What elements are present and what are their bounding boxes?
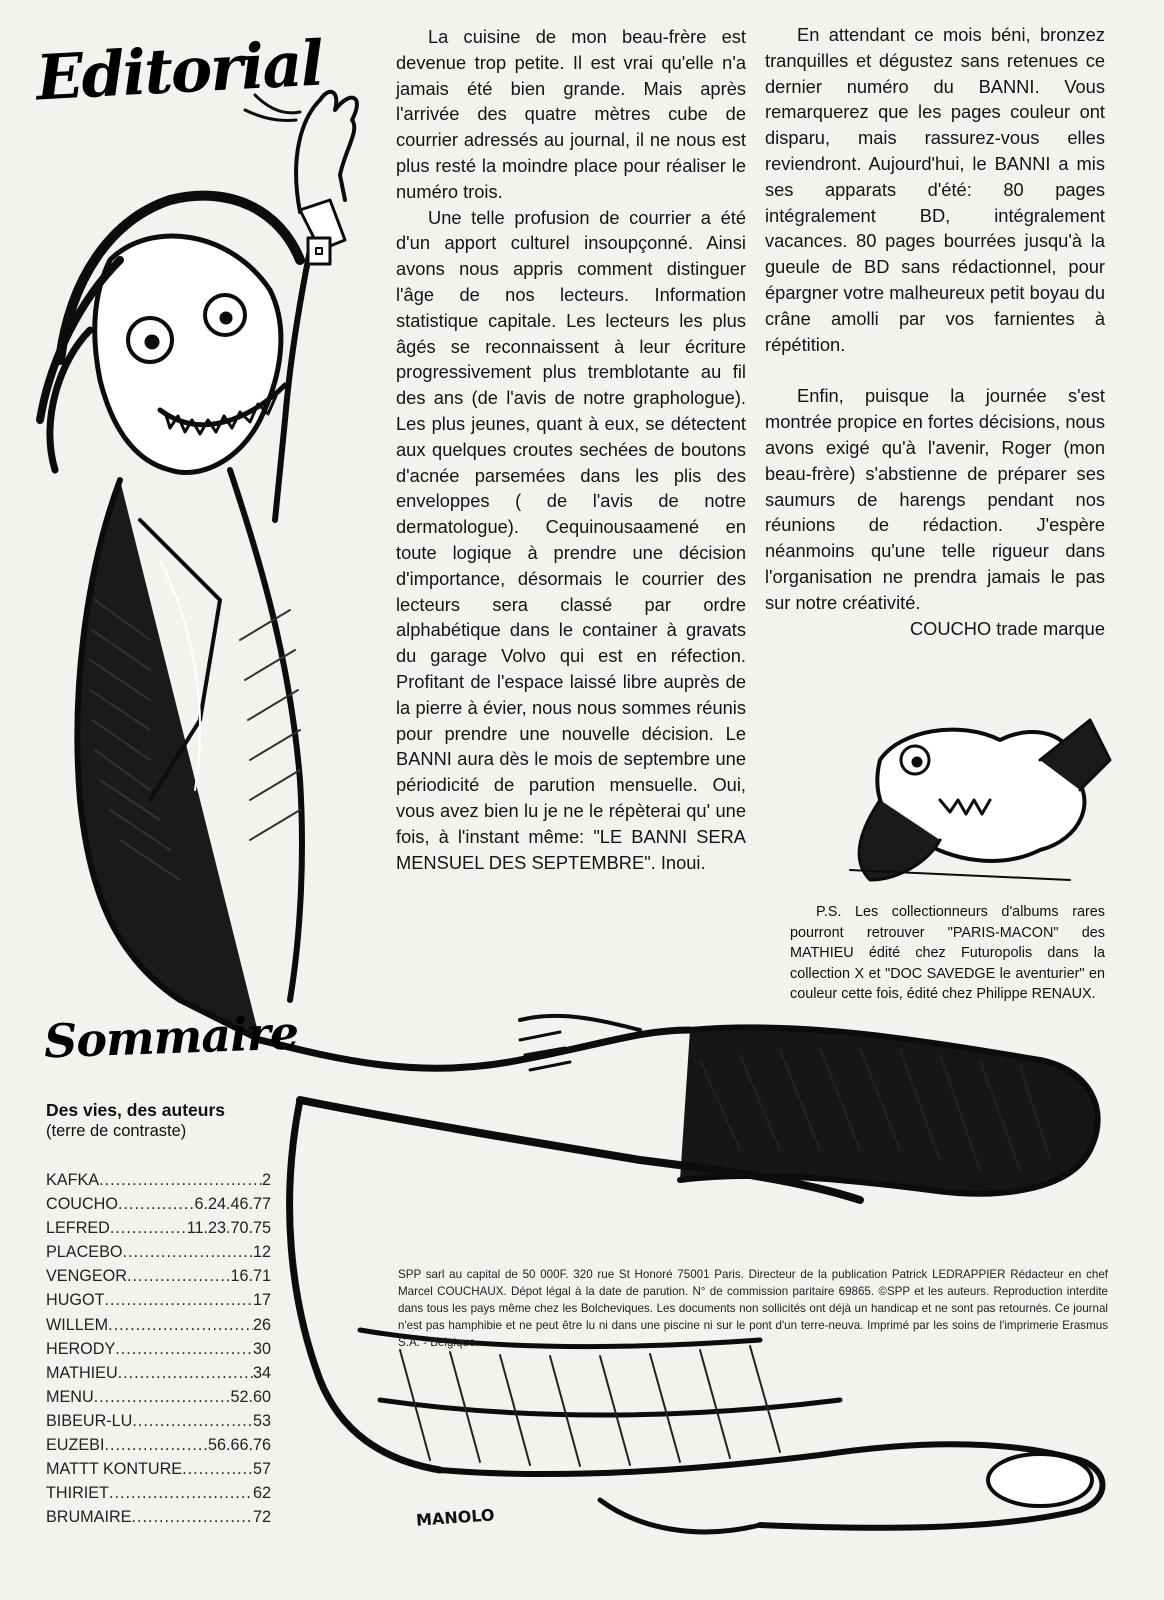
toc-entry[interactable] — [46, 1481, 271, 1505]
toc-pages: 30 — [252, 1339, 271, 1358]
toc-heading: Des vies, des auteurs — [46, 1100, 225, 1120]
toc-author: THIRIET — [46, 1484, 109, 1503]
toc-subheading: (terre de contraste) — [46, 1122, 187, 1140]
editorial-column-2 — [765, 22, 1105, 641]
toc-entry[interactable] — [46, 1433, 271, 1457]
toc-pages: 57 — [252, 1460, 271, 1479]
toc-pages: 6.24.46.77 — [194, 1195, 271, 1214]
toc-author: BIBEUR-LU — [46, 1411, 133, 1430]
toc-author: WILLEM — [46, 1315, 109, 1334]
toc-pages: 2 — [261, 1171, 271, 1189]
toc-pages: 34 — [252, 1363, 271, 1382]
sommaire-heading: Sommaire — [43, 1005, 299, 1069]
toc-entry[interactable] — [46, 1409, 271, 1433]
toc-author: MATTT KONTURE — [46, 1460, 183, 1479]
toc-author: VENGEOR — [46, 1267, 127, 1286]
toc-author: MATHIEU — [46, 1363, 118, 1382]
toc-author: HUGOT — [46, 1291, 105, 1310]
toc-author: MENU — [46, 1387, 94, 1406]
toc-entry[interactable] — [46, 1264, 271, 1288]
toc-author: COUCHO — [46, 1195, 118, 1214]
editorial-signature: COUCHO trade marque — [909, 617, 1105, 639]
toc-entry[interactable] — [46, 1240, 271, 1264]
toc-author: PLACEBO — [46, 1243, 123, 1262]
toc-author: EUZEBI — [46, 1436, 105, 1455]
publication-legal-notice: SPP sarl au capital de 50 000F. 320 rue St Honoré 75001 Paris. Directeur de la publication Patrick LEDRAPPIER Rédacteur en chef Marcel COUCHAUX. Dépot légal à la date de parution. N° de commission paritaire 69865. ©SPP et les auteurs. Reproduction interdite dans tous les pays même chez les Bolcheviques. Les documents non sollicités ont déjà un handicap et ne sont pas retournés. Ce journal n'est pas hamphibie et ne peut être lu ni dans une piscine ni sur le pont d'un terre-neuva. Imprimé par les soins de l'imprimerie Erasmus S.A. - Belgique. — [398, 1268, 1108, 1349]
toc-pages: 56.66.76 — [207, 1436, 271, 1455]
toc-entry[interactable] — [46, 1457, 271, 1481]
toc-author: LEFRED — [46, 1219, 110, 1238]
editorial-column-1 — [396, 24, 746, 875]
artist-signature: MANOLO — [415, 1505, 496, 1530]
editorial-paragraph-1: La cuisine de mon beau-frère est devenue trop petite. Il est vrai qu'elle n'a jamais été bien grande. Mais après l'arrivée des quatre mètres cube de courrier adressés au journal, il ne nous est plus resté la moindre place pour réaliser le numéro trois. — [396, 26, 746, 202]
toc-entry[interactable] — [46, 1288, 271, 1312]
toc-entry[interactable] — [46, 1361, 271, 1385]
toc-entry[interactable] — [46, 1337, 271, 1361]
toc-entry[interactable] — [46, 1192, 271, 1216]
toc-entry[interactable] — [46, 1505, 271, 1529]
toc-pages: 16.71 — [230, 1267, 271, 1286]
toc-entry[interactable] — [46, 1313, 271, 1337]
editorial-paragraph-3: En attendant ce mois béni, bronzez tranquilles et dégustez sans retenues ce dernier numéro du BANNI. Vous remarquerez que les pages couleur ont disparu, mais rassurez-vous elles reviendront. Aujourd'hui, le BANNI a mis ses apparats d'été: 80 pages intégralement BD, intégralement vacances. 80 pages bourrées jusqu'à la gueule de BD sans rédactionnel, pour épargner votre malheureux petit boyau du crâne amolli par vos farnientes à répétition. — [765, 24, 1105, 355]
toc-entry[interactable] — [46, 1168, 271, 1192]
editorial-heading: Editorial — [34, 26, 324, 115]
toc-pages: 62 — [252, 1484, 271, 1503]
toc-pages: 11.23.70.75 — [186, 1219, 271, 1238]
toc-entry[interactable] — [46, 1216, 271, 1240]
postscript-note: P.S. Les collectionneurs d'albums rares pourront retrouver "PARIS-MACON" des MATHIEU édité chez Futuropolis dans la collection X et "DOC SAVEDGE le aventurier" en couleur cette fois, édité chez Philippe RENAUX. — [790, 904, 1105, 1002]
toc-entry[interactable] — [46, 1385, 271, 1409]
toc-pages: 12 — [252, 1243, 271, 1262]
toc-author: KAFKA — [46, 1171, 100, 1189]
toc-pages: 72 — [252, 1508, 271, 1527]
table-of-contents — [46, 1168, 271, 1529]
toc-pages: 26 — [252, 1315, 271, 1334]
toc-pages: 52.60 — [230, 1387, 271, 1406]
editorial-paragraph-2: Une telle profusion de courrier a été d'un apport culturel insoupçonné. Ainsi avons nous appris comment distinguer l'âge de nos lecteurs. Information statistique capitale. Les lecteurs les plus âgés se reconnaissent à leur écriture progressivement plus tremblotante au fil des ans (de l'avis de notre graphologue). Les plus jeunes, quant à eux, se détectent aux quelques croutes sechées de boutons d'acnée parsemées dans les plis des enveloppes ( de l'avis de notre dermatologue). Cequinousaamené en toute logique à prendre une décision d'importance, désormais le courrier des lecteurs sera classé par ordre alphabétique dans le container à gravats du garage Volvo qui est en réfection. Profitant de l'espace laissé libre auprès de la pierre à évier, nous nous sommes réunis pour prendre une nouvelle décision. Le BANNI aura dès le mois de septembre une périodicité de parution mensuelle. Oui, vous avez bien lu je ne le répèterai qu' une fois, à l'instant même: "LE BANNI SERA MENSUEL DES SEPTEMBRE". Inoui. — [396, 206, 746, 873]
toc-author: BRUMAIRE — [46, 1508, 132, 1527]
toc-pages: 53 — [252, 1411, 271, 1430]
toc-author: HERODY — [46, 1339, 116, 1358]
editorial-paragraph-4: Enfin, puisque la journée s'est montrée propice en fortes décisions, nous avons exigé qu'à l'avenir, Roger (mon beau-frère) s'abstienne de préparer ses saumurs de harengs pendant nos réunions de rédaction. J'espère néanmoins qu'une telle rigueur dans l'organisation ne prendra jamais le pas sur notre créativité. — [765, 385, 1105, 613]
toc-pages: 17 — [252, 1291, 271, 1310]
